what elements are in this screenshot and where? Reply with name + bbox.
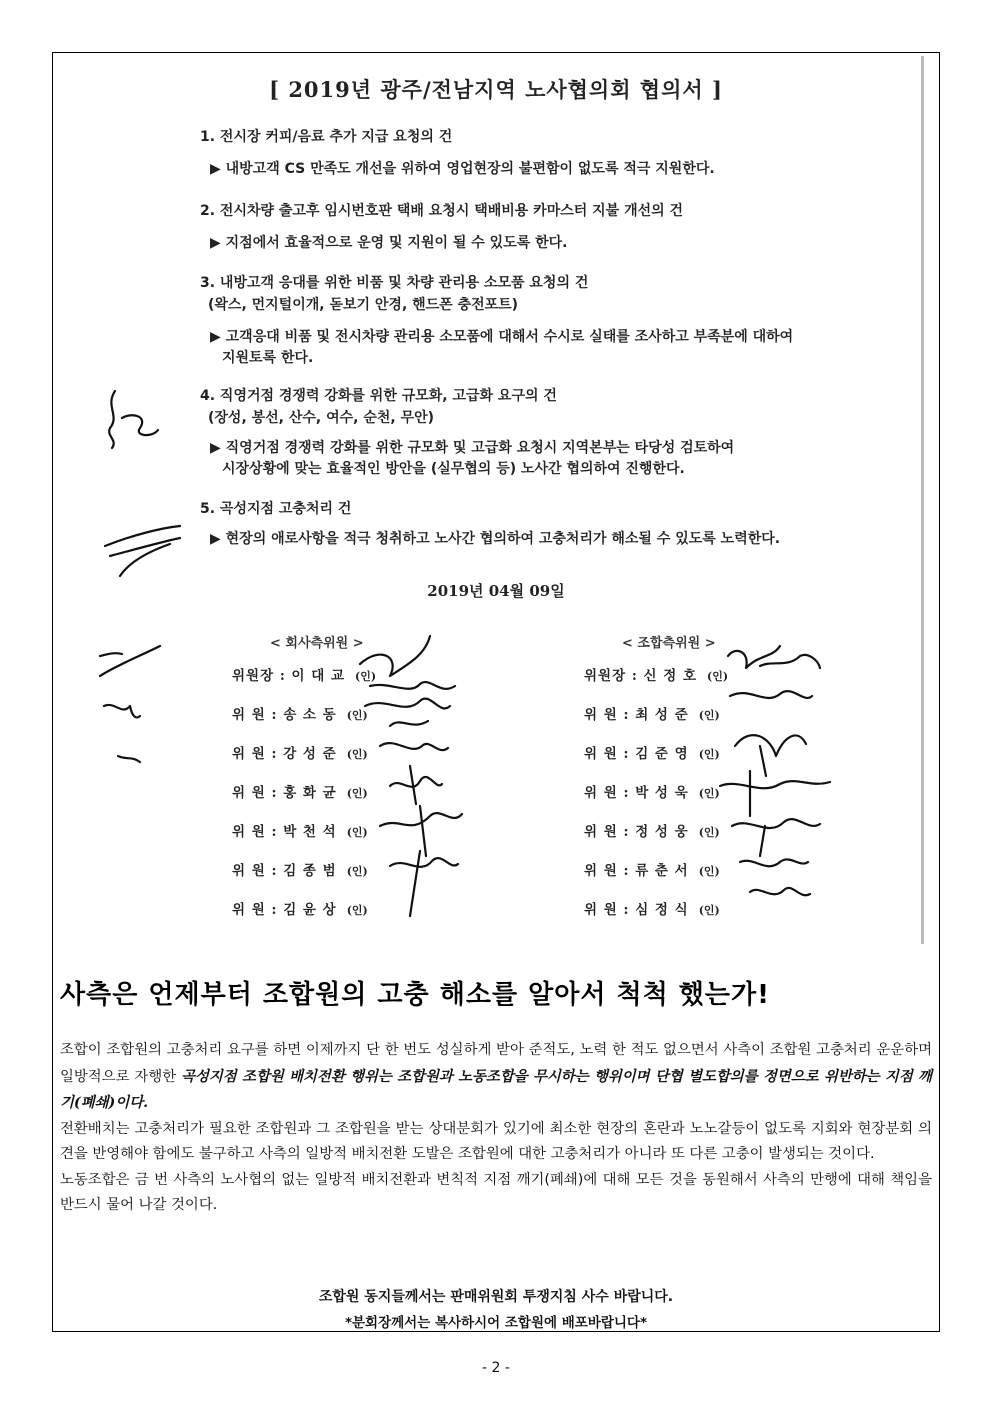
paragraph-1-emphasis: 곡성지점 조합원 배치전환 행위는 조합원과 노동조합을 무시하는 행위이며 단협 별도합의를 정면으로 위반하는 지점 깨기(폐쇄)이다.: [60, 1067, 932, 1111]
union-side-heading: < 조합측위원 >: [622, 636, 716, 651]
agenda-response-2: ▶ 지점에서 효율적으로 운영 및 지원이 될 수 있도록 한다.: [210, 235, 568, 251]
seal-mark: (인): [346, 826, 368, 839]
paragraph-1: [60, 1038, 932, 1117]
member-role: 위 원: [232, 746, 266, 762]
member-role: 위 원: [232, 863, 266, 879]
company-member-row: 위 원 : 김 윤 상 (인): [232, 902, 368, 918]
member-name: 김 종 범: [283, 863, 337, 879]
member-name: 강 성 준: [283, 746, 337, 762]
member-role: 위 원: [232, 902, 266, 918]
company-member-row: 위 원 : 김 종 범 (인): [232, 863, 368, 879]
member-name: 박 천 석: [283, 824, 337, 840]
agenda-sub-3: (왁스, 먼지털이개, 돋보기 안경, 핸드폰 충전포트): [208, 297, 519, 313]
seal-mark: (인): [698, 865, 720, 878]
member-name: 신 정 호: [643, 668, 698, 684]
union-member-row: 위 원 : 김 준 영 (인): [584, 746, 720, 762]
member-role: 위 원: [584, 785, 618, 801]
agenda-heading-1: 1. 전시장 커피/음료 추가 지급 요청의 건: [200, 129, 453, 145]
scanned-agreement: [60, 56, 932, 944]
seal-mark: (인): [346, 709, 368, 722]
company-side-heading: < 회사측위원 >: [270, 636, 364, 651]
agenda-response-3b: 지원토록 한다.: [222, 350, 314, 366]
paragraph-3: 노동조합은 금 번 사측의 노사협의 없는 일방적 배치전환과 변칙적 지점 깨기(폐쇄)에 대해 모든 것을 동원해서 사측의 만행에 대해 책임을 반드시 물어 나갈 것이다.: [60, 1171, 932, 1213]
company-member-row: 위 원 : 송 소 동 (인): [232, 707, 368, 723]
company-member-row: 위 원 : 박 천 석 (인): [232, 824, 368, 840]
member-name: 정 성 웅: [635, 824, 689, 840]
footer-distribution-note: *분회장께서는 복사하시어 조합원에 배포바랍니다*: [344, 1315, 648, 1331]
member-role: 위 원: [584, 902, 618, 918]
seal-mark: (인): [698, 826, 720, 839]
paragraph-2: 전환배치는 고충처리가 필요한 조합원과 그 조합원을 받는 상대분회가 있기에 최소한 현장의 혼란과 노노갈등이 없도록 지회와 현장분회 의견을 반영해야 함에도 불구하고 사측의 일방적 배치전환 도발은 조합원에 대한 고충처리가 아니라 또 다른 고충이 발생되는 것이다.: [60, 1120, 932, 1162]
member-role: 위 원: [232, 785, 266, 801]
member-name: 김 준 영: [635, 746, 689, 762]
member-role: 위 원: [584, 824, 618, 840]
agenda-response-1: ▶ 내방고객 CS 만족도 개선을 위하여 영업현장의 불편함이 없도록 적극 지원한다.: [210, 161, 715, 177]
agreement-date: 2019년 04월 09일: [427, 582, 565, 600]
seal-mark: (인): [707, 670, 729, 683]
agreement-title: [ 2019년 광주/전남지역 노사협의회 협의서 ]: [269, 77, 723, 102]
company-member-row: 위 원 : 홍 화 균 (인): [232, 785, 368, 801]
seal-mark: (인): [355, 670, 377, 683]
union-member-row: 위 원 : 류 춘 서 (인): [584, 863, 720, 879]
member-role: 위 원: [232, 707, 266, 723]
member-name: 이 대 교: [291, 668, 346, 684]
union-member-row: 위원장 : 신 정 호 (인): [584, 668, 729, 684]
union-member-row: 위 원 : 박 성 욱 (인): [584, 785, 720, 801]
agenda-sub-4: (장성, 봉선, 산수, 여수, 순천, 무안): [208, 410, 435, 426]
seal-mark: (인): [698, 748, 720, 761]
agenda-heading-5: 5. 곡성지점 고충처리 건: [200, 501, 352, 517]
agenda-heading-4: 4. 직영거점 경쟁력 강화를 위한 규모화, 고급화 요구의 건: [200, 388, 557, 404]
member-name: 박 성 욱: [635, 785, 689, 801]
seal-mark: (인): [698, 904, 720, 917]
union-member-row: 위 원 : 심 정 식 (인): [584, 902, 720, 918]
article-body: [60, 1038, 932, 1219]
company-member-row: 위 원 : 강 성 준 (인): [232, 746, 368, 762]
member-name: 최 성 준: [635, 707, 689, 723]
seal-mark: (인): [346, 748, 368, 761]
union-member-row: 위 원 : 정 성 웅 (인): [584, 824, 720, 840]
seal-mark: (인): [698, 787, 720, 800]
member-role: 위 원: [584, 863, 618, 879]
member-role: 위 원: [584, 746, 618, 762]
agenda-response-3a: ▶ 고객응대 비품 및 전시차량 관리용 소모품에 대해서 수시로 실태를 조사하고 부족분에 대하여: [210, 329, 794, 345]
member-name: 홍 화 균: [283, 785, 337, 801]
agenda-heading-2: 2. 전시차량 출고후 임시번호판 택배 요청시 택배비용 카마스터 지불 개선의 건: [200, 203, 684, 219]
union-member-row: 위 원 : 최 성 준 (인): [584, 707, 720, 723]
footer-instruction: 조합원 동지들께서는 판매위원회 투쟁지침 사수 바랍니다.: [318, 1289, 674, 1305]
seal-mark: (인): [346, 904, 368, 917]
agenda-response-4b: 시장상황에 맞는 효율적인 방안을 (실무협의 등) 노사간 협의하여 진행한다.: [222, 461, 685, 477]
member-name: 류 춘 서: [635, 863, 689, 879]
agenda-heading-3: 3. 내방고객 응대를 위한 비품 및 차량 관리용 소모품 요청의 건: [200, 275, 589, 291]
headline: 사측은 언제부터 조합원의 고충 해소를 알아서 척척 했는가!: [60, 980, 771, 1010]
seal-mark: (인): [346, 787, 368, 800]
member-role: 위 원: [584, 707, 618, 723]
page-number: - 2 -: [482, 1360, 510, 1376]
handwritten-signatures: [60, 56, 932, 944]
paragraph-1-text: 조합이 조합원의 고충처리 요구를 하면 이제까지 단 한 번도 성실하게 받아 준적도, 노력 한 적도 없으면서 사측이 조합원 고충처리 운운하며 일방적으로 자행한: [60, 1042, 932, 1085]
agenda-response-5: ▶ 현장의 애로사항을 적극 청취하고 노사간 협의하여 고충처리가 해소될 수 있도록 노력한다.: [210, 531, 781, 547]
seal-mark: (인): [346, 865, 368, 878]
member-name: 심 정 식: [635, 902, 689, 918]
member-role: 위 원: [232, 824, 266, 840]
agenda-response-4a: ▶ 직영거점 경쟁력 강화를 위한 규모화 및 고급화 요청시 지역본부는 타당성 검토하여: [210, 440, 735, 456]
company-member-row: 위원장 : 이 대 교 (인): [232, 668, 377, 684]
member-name: 김 윤 상: [283, 902, 337, 918]
member-role: 위원장: [232, 668, 275, 684]
member-name: 송 소 동: [283, 707, 337, 723]
member-role: 위원장: [584, 668, 627, 684]
seal-mark: (인): [698, 709, 720, 722]
